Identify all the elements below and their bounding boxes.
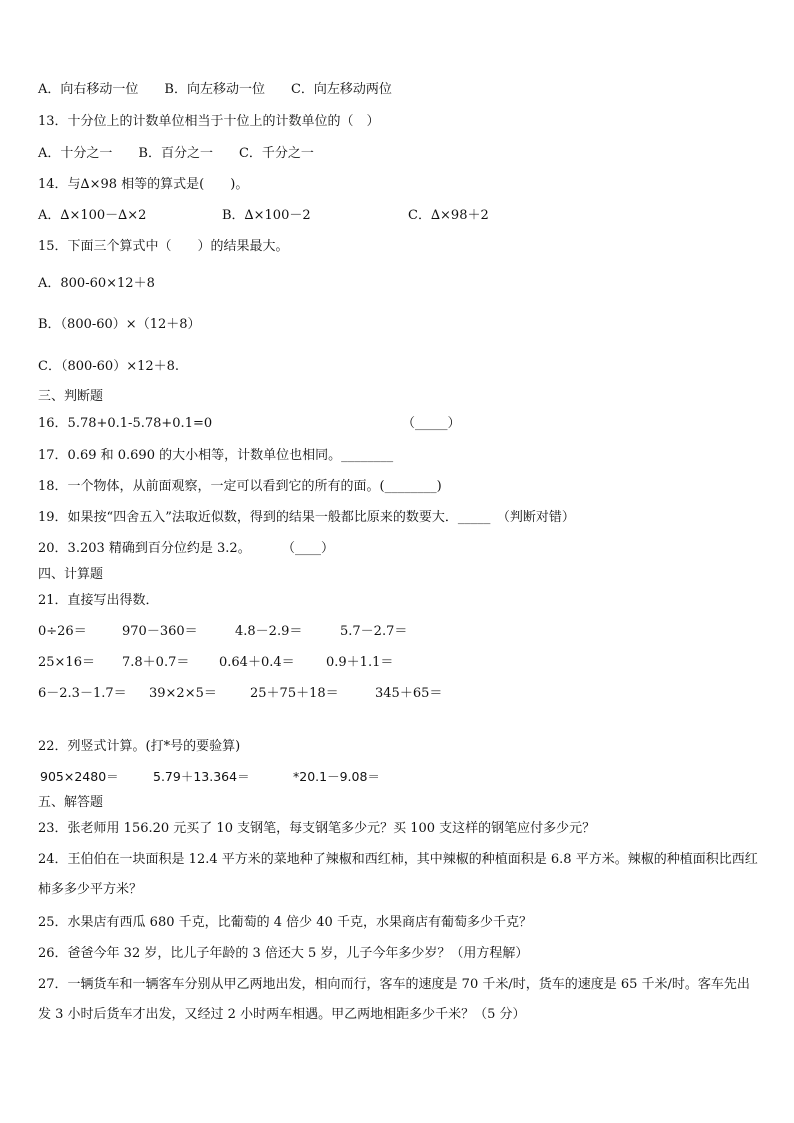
q17: 17．0.69 和 0.690 的大小相等，计数单位也相同。________ bbox=[38, 448, 394, 463]
q21-item: 0.9＋1.1＝ bbox=[326, 655, 394, 670]
q21-row-1 bbox=[38, 623, 758, 641]
q15-option-c: C．（800-60）×12＋8. bbox=[38, 359, 180, 374]
q12-options: A．向右移动一位 B．向左移动一位 C．向左移动两位 bbox=[38, 82, 392, 97]
q21-item: 39×2×5＝ bbox=[149, 686, 217, 701]
q21-row-2 bbox=[38, 654, 758, 672]
q18: 18．一个物体，从前面观察，一定可以看到它的所有的面。(________) bbox=[38, 479, 442, 494]
section-4-heading: 四、计算题 bbox=[38, 567, 104, 582]
q21-item: 25＋75＋18＝ bbox=[250, 686, 339, 701]
q21-stem: 21．直接写出得数． bbox=[38, 593, 159, 608]
q20-blank: （____） bbox=[282, 541, 335, 556]
q21-item: 0.64＋0.4＝ bbox=[219, 655, 295, 670]
q15-stem: 15．下面三个算式中（ ）的结果最大。 bbox=[38, 239, 289, 254]
q22-stem: 22．列竖式计算。(打*号的要验算) bbox=[38, 739, 241, 754]
q21-item: 5.7－2.7＝ bbox=[340, 624, 408, 639]
q14-option-c: C．∆×98＋2 bbox=[408, 208, 489, 223]
q25: 25．水果店有西瓜 680 千克，比葡萄的 4 倍少 40 千克，水果商店有葡萄多少千克？ bbox=[38, 915, 532, 930]
q24: 24．王伯伯在一块面积是 12.4 平方米的菜地种了辣椒和西红柿，其中辣椒的种植面积是 6.8 平方米。辣椒的种植面积比西红柿多多少平方米？ bbox=[38, 852, 758, 897]
q14-option-a: A．∆×100－∆×2 bbox=[38, 208, 147, 223]
q15-option-b: B．（800-60）×（12＋8） bbox=[38, 317, 201, 332]
q20-text: 20．3.203 精确到百分位约是 3.2。 bbox=[38, 541, 251, 556]
q16-text: 16．5.78+0.1-5.78+0.1=0 bbox=[38, 416, 213, 431]
q21-item: 0÷26＝ bbox=[38, 624, 87, 639]
q20 bbox=[38, 540, 758, 558]
q23: 23．张老师用 156.20 元买了 10 支钢笔，每支钢笔多少元？买 100 支这样的钢笔应付多少元？ bbox=[38, 821, 596, 836]
q19: 19．如果按“四舍五入”法取近似数，得到的结果一般都比原来的数要大．_____ （判断对错） bbox=[38, 510, 575, 525]
q21-item: 970－360＝ bbox=[122, 624, 198, 639]
q13-stem: 13．十分位上的计数单位相当于十位上的计数单位的（ ） bbox=[38, 114, 380, 129]
q16-blank: （_____） bbox=[402, 416, 461, 431]
q14-option-b: B．∆×100－2 bbox=[222, 208, 311, 223]
q26: 26．爸爸今年 32 岁，比儿子年龄的 3 倍还大 5 岁，儿子今年多少岁？（用方程解） bbox=[38, 946, 529, 961]
q21-item: 4.8－2.9＝ bbox=[235, 624, 303, 639]
q16 bbox=[38, 415, 758, 433]
q21-item: 7.8＋0.7＝ bbox=[122, 655, 190, 670]
section-3-heading: 三、判断题 bbox=[38, 389, 104, 404]
section-5-heading: 五、解答题 bbox=[38, 795, 104, 810]
q27: 27．一辆货车和一辆客车分别从甲乙两地出发，相向而行，客车的速度是 70 千米/时，货车的速度是 65 千米/时。客车先出发 3 小时后货车才出发，又经过 2 小时两车相遇。甲乙两地相距多少千米？（5 分） bbox=[38, 977, 750, 1022]
q21-item: 345＋65＝ bbox=[375, 686, 443, 701]
q15-option-a: A．800-60×12＋8 bbox=[38, 276, 155, 291]
q22-item: 5.79＋13.364＝ bbox=[153, 769, 250, 784]
q14-options bbox=[38, 207, 758, 225]
q22-item: 905×2480＝ bbox=[40, 769, 119, 784]
q21-row-3 bbox=[38, 685, 758, 703]
q21-item: 25×16＝ bbox=[38, 655, 95, 670]
q13-options: A．十分之一 B．百分之一 C．千分之一 bbox=[38, 146, 314, 161]
q21-item: 6－2.3－1.7＝ bbox=[38, 686, 127, 701]
q22-item: *20.1－9.08＝ bbox=[293, 769, 380, 784]
q14-stem: 14．与∆×98 相等的算式是( )。 bbox=[38, 177, 249, 192]
q22-items bbox=[38, 768, 758, 786]
